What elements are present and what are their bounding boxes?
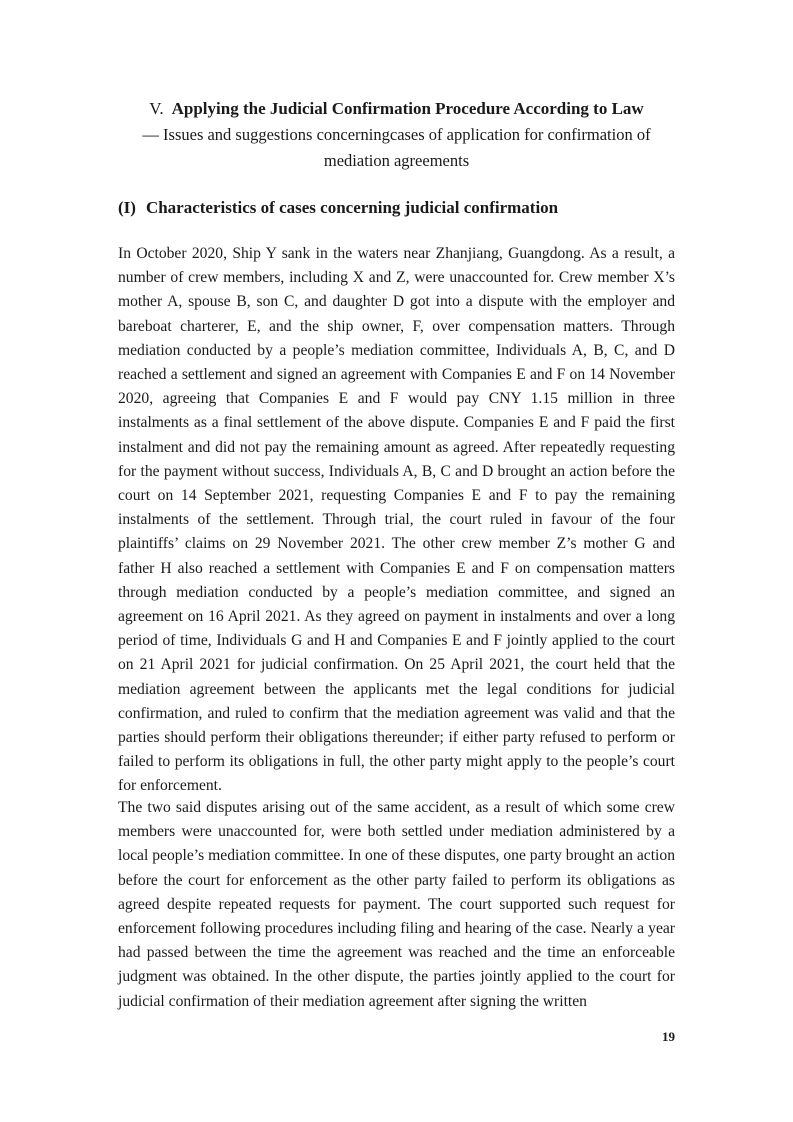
chapter-title: Applying the Judicial Confirmation Procedure According to Law [171,99,644,118]
chapter-subtitle: — Issues and suggestions concerningcases of application for confirmation of mediation agreements [142,125,651,170]
chapter-heading [118,96,675,174]
chapter-number: V. [149,99,164,118]
chapter-title-line [118,96,675,122]
page-number: 19 [662,1029,675,1044]
section-heading [118,195,558,221]
body-paragraph: In October 2020, Ship Y sank in the waters near Zhanjiang, Guangdong. As a result, a number of crew members, including X and Z, were unaccounted for. Crew member X’s mother A, spouse B, son C, and daughter D got into a dispute with the employer and bareboat charterer, E, and the ship owner, F, over compensation matters. Through mediation conducted by a people’s mediation committee, Individuals A, B, C, and D reached a settlement and signed an agreement with Companies E and F on 14 November 2020, agreeing that Companies E and F would pay CNY 1.15 million in three instalments as a final settlement of the above dispute. Companies E and F paid the first instalment and did not pay the remaining amount as agreed. After repeatedly requesting for the payment without success, Individuals A, B, C and D brought an action before the court on 14 September 2021, requesting Companies E and F to pay the remaining instalments of the settlement. Through trial, the court ruled in favour of the four plaintiffs’ claims on 29 November 2021. The other crew member Z’s mother G and father H also reached a settlement with Companies E and F on compensation matters through mediation conducted by a people’s mediation committee, and signed an agreement on 16 April 2021. As they agreed on payment in instalments and over a long period of time, Individuals G and H and Companies E and F jointly applied to the court on 21 April 2021 for judicial confirmation. On 25 April 2021, the court held that the mediation agreement between the applicants met the legal conditions for judicial confirmation, and ruled to confirm that the mediation agreement was valid and that the parties should perform their obligations thereunder; if either party refused to perform or failed to perform its obligations in full, the other party might apply to the people’s court for enforcement. [118,245,675,795]
body-paragraph: The two said disputes arising out of the same accident, as a result of which some crew members were unaccounted for, were both settled under mediation administered by a local people’s mediation committee. In one of these disputes, one party brought an action before the court for enforcement as the other party failed to perform its obligations as agreed despite repeated requests for payment. The court supported such request for enforcement following procedures including filing and hearing of the case. Nearly a year had passed between the time the agreement was reached and the time an enforceable judgment was obtained. In the other dispute, the parties jointly applied to the court for judicial confirmation of their mediation agreement after signing the written [118,799,675,1010]
section-title: Characteristics of cases concerning judicial confirmation [145,198,559,217]
section-number: (I) [118,198,136,217]
